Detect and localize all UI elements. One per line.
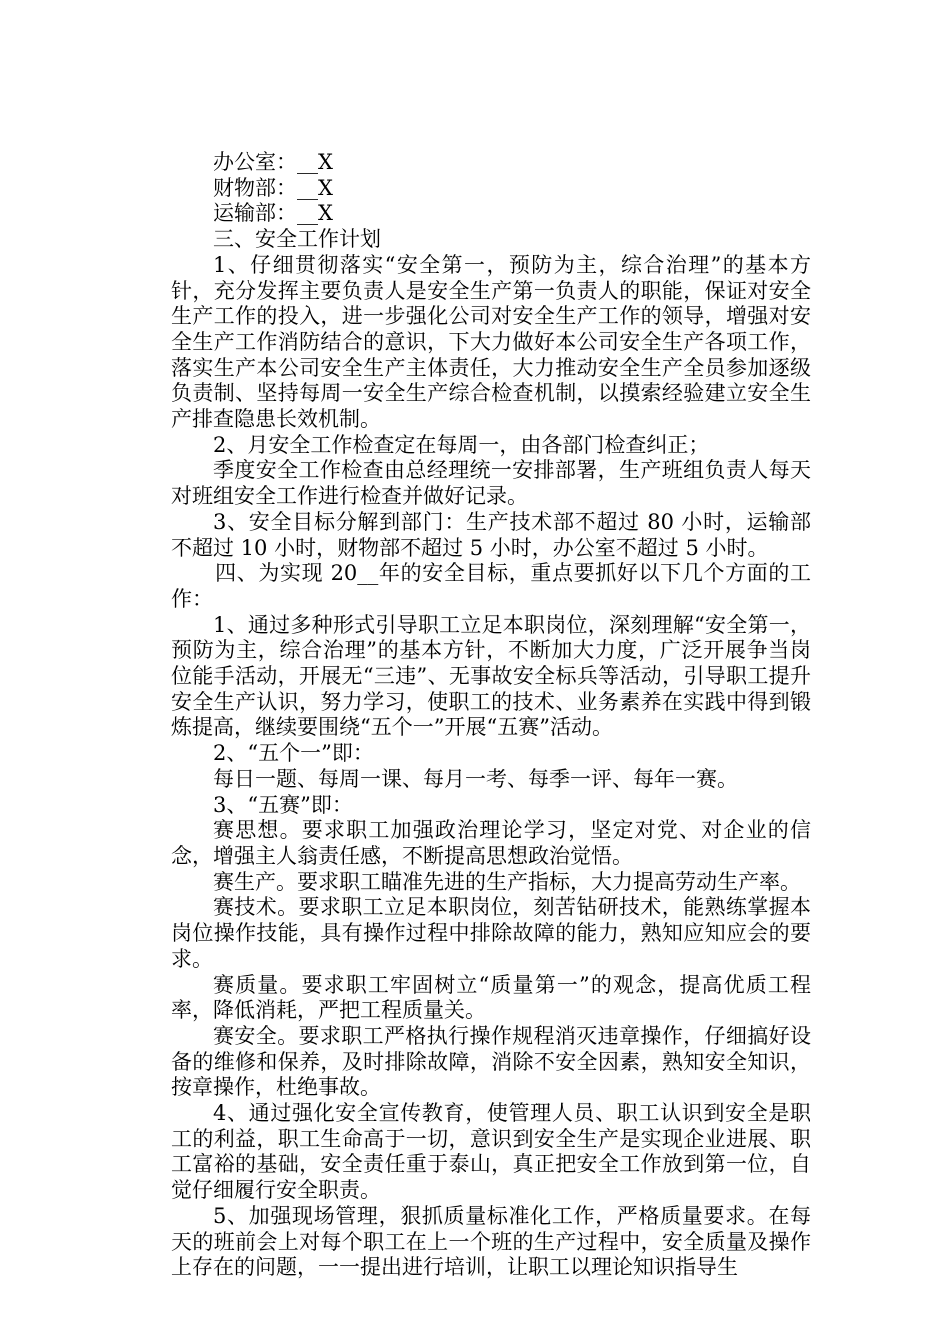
paragraph-contest-thought: 赛思想。要求职工加强政治理论学习，坚定对党、对企业的信念，增强主人翁责任感，不断提高思想政治觉悟。 [171, 818, 811, 868]
section-heading-safety-plan: 三、安全工作计划 [213, 227, 381, 252]
paragraph-work-item-4: 4、通过强化安全宣传教育，使管理人员、职工认识到安全是职工的利益，职工生命高于一切，意识到安全生产是实现企业进展、职工富裕的基础，安全责任重于泰山，真正把安全工作放到第一位，自觉仔细履行安全职责。 [171, 1101, 811, 1203]
department-label: 运输部： [213, 201, 297, 226]
department-label: 办公室： [213, 150, 297, 174]
paragraph-work-item-1: 1、通过多种形式引导职工立足本职岗位，深刻理解“安全第一，预防为主，综合治理”的基本方针，不断加大力度，广泛开展争当岗位能手活动，开展无“三违”、无事故安全标兵等活动，引导职工提升安全生产认识，努力学习，使职工的技术、业务素养在实践中得到锻炼提高，继续要围绕“五个一”开展“五赛”活动。 [171, 612, 811, 740]
section-heading-key-work: 四、为实现 20__年的安全目标，重点要抓好以下几个方面的工作： [171, 561, 811, 611]
department-line-transport [171, 201, 811, 227]
department-line-office [171, 150, 811, 176]
department-label: 财物部： [213, 175, 297, 200]
paragraph-plan-item-2: 2、月安全工作检查定在每周一，由各部门检查纠正； [213, 432, 710, 457]
paragraph-work-item-5: 5、加强现场管理，狠抓质量标准化工作，严格质量要求。在每天的班前会上对每个职工在上一个班的生产过程中，安全质量及操作上存在的问题，一一提出进行培训，让职工以理论知识指导生 [171, 1203, 811, 1280]
paragraph-five-ones-heading: 2、“五个一”即： [213, 741, 374, 766]
paragraph-plan-item-1: 1、仔细贯彻落实“安全第一，预防为主，综合治理”的基本方针，充分发挥主要负责人是安全生产第一负责人的职能，保证对安全生产工作的投入，进一步强化公司对安全生产工作的领导，增强对安全生产工作消防结合的意识，下大力做好本公司安全生产各项工作，落实生产本公司安全生产主体责任，大力推动安全生产全员参加逐级负责制、坚持每周一安全生产综合检查机制，以摸索经验建立安全生产排查隐患长效机制。 [171, 252, 811, 432]
paragraph-contest-safety: 赛安全。要求职工严格执行操作规程消灭违章操作，仔细搞好设备的维修和保养，及时排除故障，消除不安全因素，熟知安全知识，按章操作，杜绝事故。 [171, 1023, 811, 1100]
department-value: __X [297, 150, 333, 174]
paragraph-contest-quality: 赛质量。要求职工牢固树立“质量第一”的观念，提高优质工程率，降低消耗，严把工程质量关。 [171, 972, 811, 1023]
paragraph-contest-technique: 赛技术。要求职工立足本职岗位，刻苦钻研技术，能熟练掌握本岗位操作技能，具有操作过程中排除故障的能力，熟知应知应会的要求。 [171, 895, 811, 971]
department-value: __X [297, 175, 333, 200]
paragraph-five-contests-heading: 3、“五赛”即： [213, 792, 353, 817]
paragraph-five-ones-list: 每日一题、每周一课、每月一考、每季一评、每年一赛。 [213, 766, 738, 791]
paragraph-contest-production: 赛生产。要求职工瞄准先进的生产指标，大力提高劳动生产率。 [213, 869, 801, 894]
department-line-finance [171, 176, 811, 202]
paragraph-plan-item-3: 3、安全目标分解到部门：生产技术部不超过 80 小时，运输部不超过 10 小时，财物部不超过 5 小时，办公室不超过 5 小时。 [171, 509, 811, 560]
paragraph-quarterly-check: 季度安全工作检查由总经理统一安排部署，生产班组负责人每天对班组安全工作进行检查并做好记录。 [171, 458, 811, 509]
department-value: __X [297, 201, 333, 226]
document-body [171, 150, 811, 1281]
